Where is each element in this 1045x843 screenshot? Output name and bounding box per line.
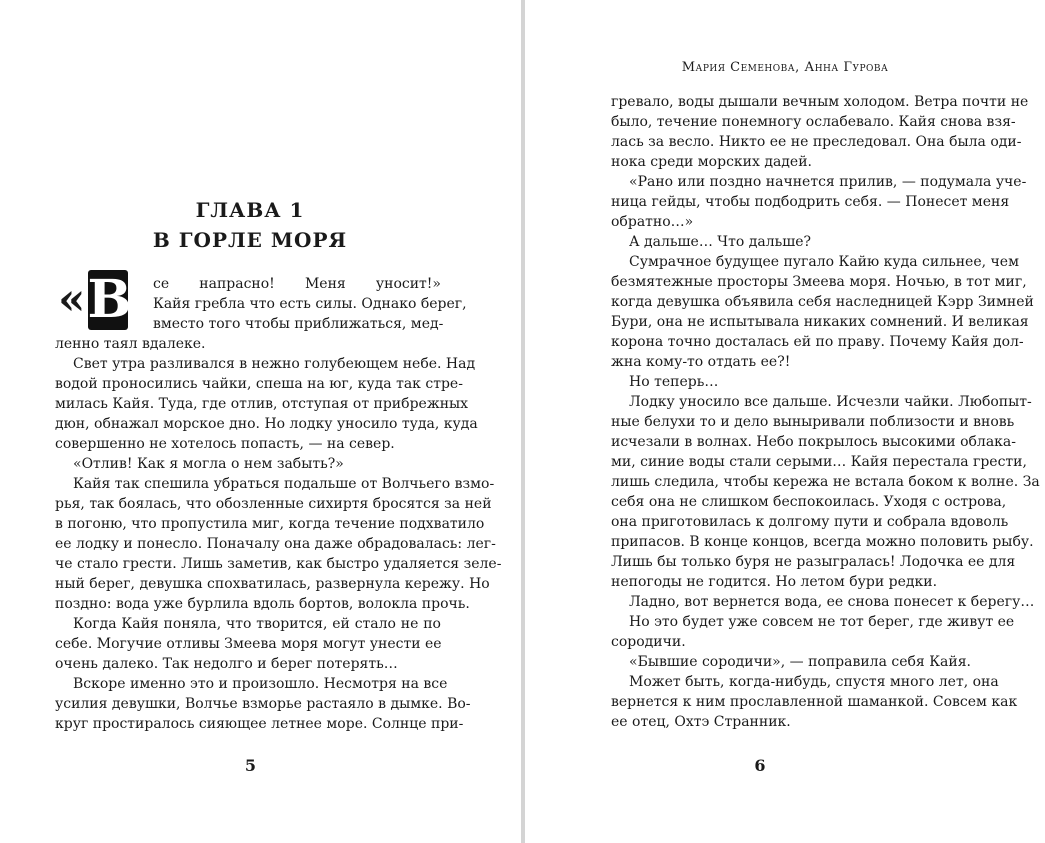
text-line: Кайя гребла что есть силы. Однако берег,	[153, 296, 467, 312]
text-line: круг простиралось сияющее летнее море. Солнце при-	[55, 716, 464, 732]
text-line: Когда Кайя поняла, что творится, ей стало не по	[73, 616, 441, 632]
text-line: Но теперь…	[629, 374, 719, 390]
text-line: се напрасно! Меня уносит!»	[153, 276, 441, 292]
text-line: нока среди морских дадей.	[611, 154, 812, 170]
text-line: ее лодку и понесло. Поначалу она даже обрадовалась: лег-	[55, 536, 496, 552]
text-line: совершенно не хотелось попасть, — на север.	[55, 436, 395, 452]
text-line: Свет утра разливался в нежно голубеющем небе. Над	[73, 356, 476, 372]
text-line: рья, так боялась, что обозленные сихиртя бросятся за ней	[55, 496, 492, 512]
text-line: милась Кайя. Туда, где отлив, отступая от прибрежных	[55, 396, 469, 412]
chapter-number: ГЛАВА 1	[195, 198, 305, 222]
text-line: сородичи.	[611, 634, 686, 650]
text-line: жна кому-то отдать ее?!	[611, 354, 791, 370]
text-line: «Бывшие сородичи», — поправила себя Кайя.	[629, 654, 972, 670]
text-line: себя она не слишком беспокоилась. Уходя с острова,	[611, 494, 1007, 510]
text-line: вместо того чтобы приближаться, мед-	[153, 316, 444, 332]
drop-cap-letter: В	[87, 269, 132, 330]
text-line: Ладно, вот вернется вода, ее снова понесет к берегу…	[629, 594, 1035, 610]
text-line: гревало, воды дышали вечным холодом. Ветра почти не	[611, 94, 1029, 110]
running-head: Мария Семенова, Анна Гурова	[681, 60, 889, 75]
text-line: обратно…»	[611, 214, 694, 230]
text-line: безмятежные просторы Змеева моря. Ночью, в тот миг,	[611, 274, 1027, 290]
right-page	[525, 0, 1045, 843]
text-line: очень далеко. Так недолго и берег потерять…	[55, 656, 398, 672]
text-line: вернется к ним прославленной шаманкой. Совсем как	[611, 694, 1018, 710]
text-line: «Рано или поздно начнется прилив, — подумала уче-	[629, 174, 1027, 190]
text-line: исчезали в волнах. Небо покрылось высокими облака-	[611, 434, 1017, 450]
text-line: че стало грести. Лишь заметив, как быстро удаляется зеле-	[55, 556, 502, 572]
text-line: лишь следила, чтобы кережа не встала боком к волне. За	[611, 474, 1040, 490]
text-line: Вскоре именно это и произошло. Несмотря на все	[73, 676, 448, 692]
text-line: лась за весло. Никто ее не преследовал. Она была оди-	[611, 134, 1022, 150]
text-line: Но это будет уже совсем не тот берег, где живут ее	[629, 614, 1015, 630]
text-line: ее отец, Охтэ Странник.	[611, 714, 791, 730]
text-line: Лишь бы только буря не разыгралась! Лодочка ее для	[611, 554, 1016, 570]
text-line: себе. Могучие отливы Змеева моря могут унести ее	[55, 636, 442, 652]
text-line: А дальше… Что дальше?	[629, 234, 812, 250]
text-line: усилия девушки, Волчье взморье растаяло в дымке. Во-	[55, 696, 471, 712]
text-line: Сумрачное будущее пугало Кайю куда сильнее, чем	[629, 254, 1019, 270]
text-line: «Отлив! Как я могла о нем забыть?»	[73, 456, 344, 472]
drop-cap-quote: «	[58, 274, 86, 325]
text-line: корона точно досталась ей по праву. Почему Кайя дол-	[611, 334, 1024, 350]
left-page	[0, 0, 521, 843]
text-line: дюн, обнажал морское дно. Но лодку уносило туда, куда	[55, 416, 478, 432]
left-page-text	[55, 274, 502, 744]
text-line: Может быть, когда-нибудь, спустя много лет, она	[629, 674, 999, 690]
text-line: ница гейды, чтобы подбодрить себя. — Понесет меня	[611, 194, 1010, 210]
text-line: водой проносились чайки, спеша на юг, куда так стре-	[55, 376, 463, 392]
chapter-title: В ГОРЛЕ МОРЯ	[152, 228, 348, 252]
text-line: Кайя так спешила убраться подальше от Волчьего взмо-	[73, 476, 495, 492]
text-line: непогоды не годится. Но летом бури редки.	[611, 574, 938, 590]
text-line: ленно таял вдалеке.	[55, 336, 206, 352]
text-line: ные белухи то и дело выныривали поблизости и вновь	[611, 414, 1015, 430]
text-line: припасов. В конце концов, всегда можно половить рыбу.	[611, 534, 1034, 550]
text-line: Лодку уносило все дальше. Исчезли чайки. Любопыт-	[629, 394, 1032, 410]
text-line: когда девушка объявила себя наследницей Кэрр Зимней	[611, 294, 1034, 310]
text-line: поздно: вода уже бурлила вдоль бортов, волокла прочь.	[55, 596, 470, 612]
text-line: ми, синие воды стали серыми… Кайя перестала грести,	[611, 454, 1027, 470]
text-line: Бури, она не испытывала никаких сомнений. И великая	[611, 314, 1029, 330]
page-number-right: 6	[754, 756, 766, 775]
text-line: в погоню, что пропустила миг, когда течение подхватило	[55, 516, 485, 532]
text-line: было, течение понемногу ослабевало. Кайя снова взя-	[611, 114, 1016, 130]
right-page-text	[611, 92, 1040, 742]
text-line: она приготовилась к долгому пути и собрала вдоволь	[611, 514, 1009, 530]
page-number-left: 5	[244, 756, 257, 775]
text-line: ный берег, девушка спохватилась, развернула кережу. Но	[55, 576, 490, 592]
